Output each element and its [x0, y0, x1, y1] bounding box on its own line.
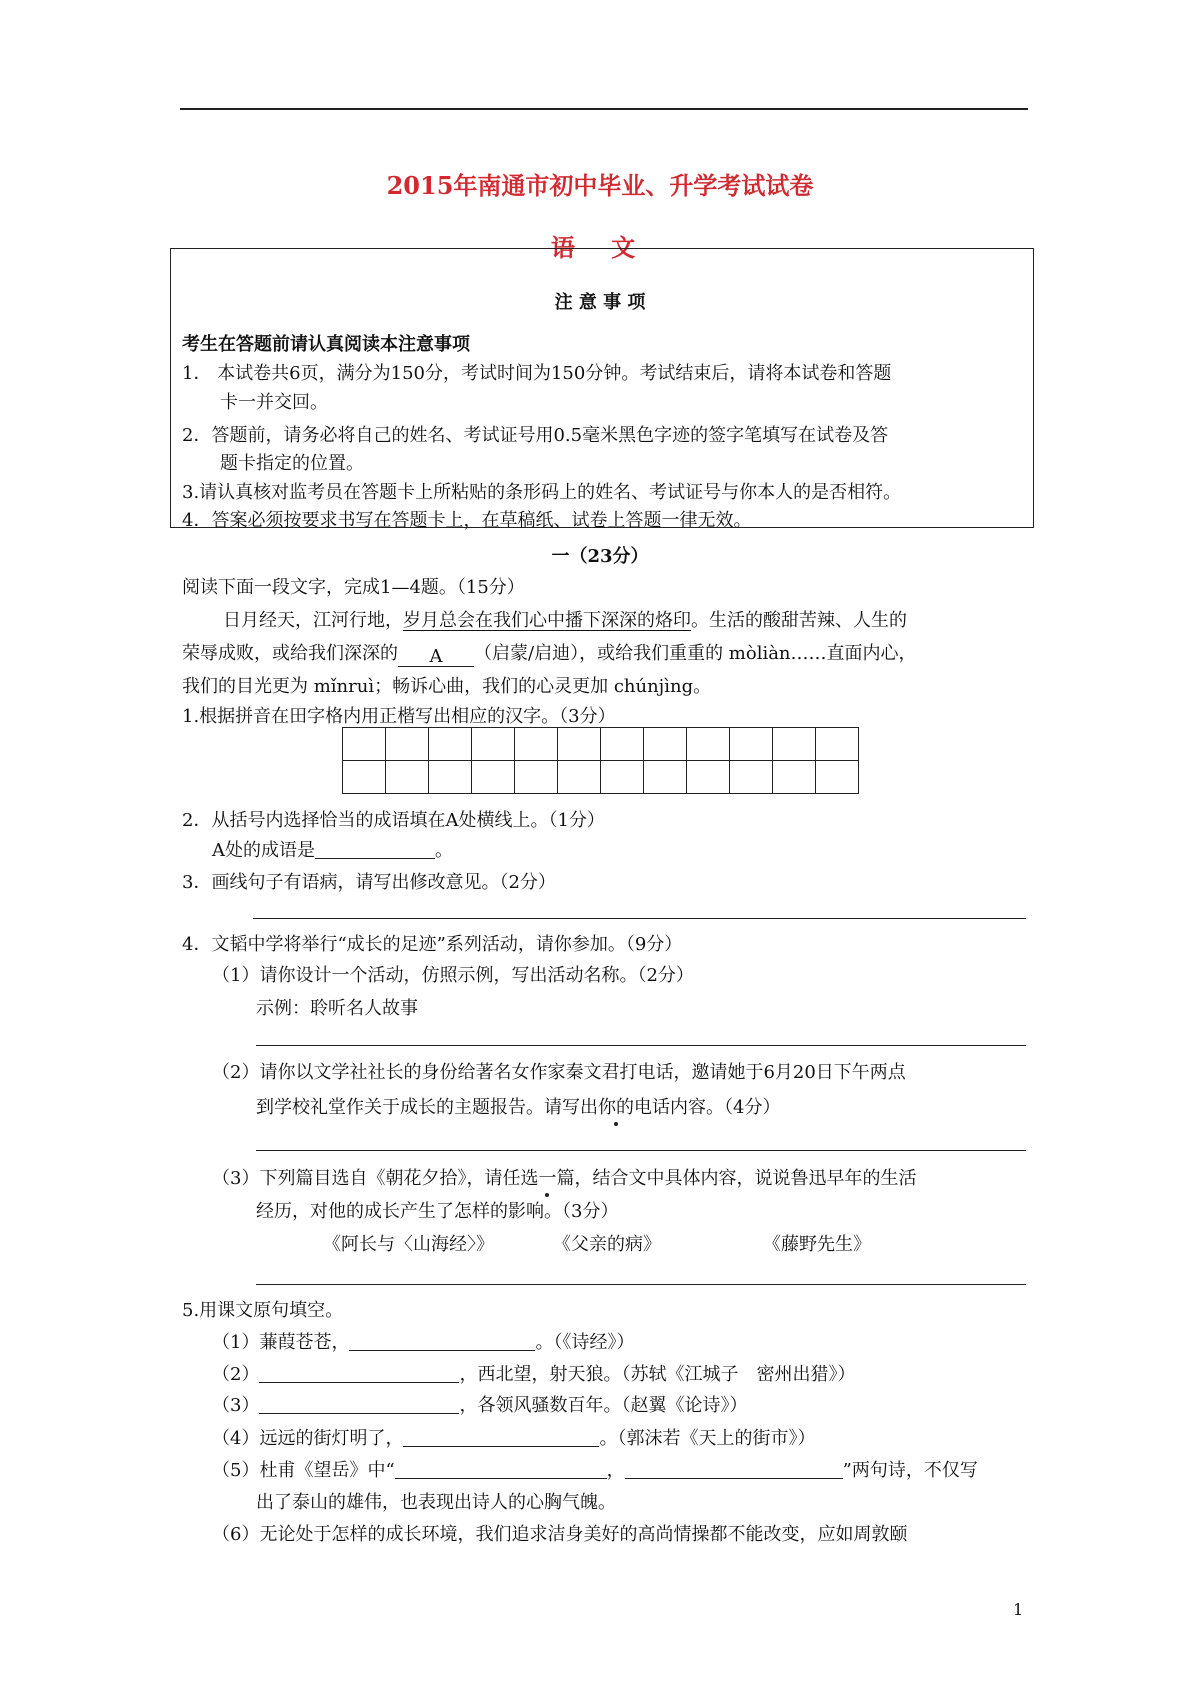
fill-blank[interactable]	[259, 1393, 459, 1414]
question-4-1: （1）请你设计一个活动，仿照示例，写出活动名称。（2分）	[212, 965, 694, 986]
fill-text: ，西北望，射天狼。（苏轼《江城子 密州出猎》）	[459, 1364, 856, 1385]
grid-cell[interactable]	[773, 761, 816, 794]
fill-blank[interactable]	[395, 1458, 607, 1479]
chapter-title-3: 《藤野先生》	[763, 1234, 871, 1255]
passage-text: 日月经天，江河行地，	[223, 610, 403, 631]
q4-3-text: 篇，结合文中具体内容，说说鲁迅早年的生活	[556, 1168, 917, 1189]
grid-cell[interactable]	[429, 761, 472, 794]
fill-item-5-line-2: 出了泰山的雄伟，也表现出诗人的心胸气魄。	[256, 1492, 616, 1513]
grid-cell[interactable]	[343, 761, 386, 794]
fill-blank[interactable]	[625, 1458, 843, 1479]
chapter-title-2: 《父亲的病》	[553, 1234, 661, 1255]
grid-row	[343, 761, 859, 794]
fill-text: ”两句诗，不仅写	[842, 1460, 978, 1481]
passage-line-1	[223, 606, 907, 632]
grid-cell[interactable]	[816, 728, 859, 761]
q4-3-text: （3）下列篇目选自《朝花夕拾》，请任选	[212, 1168, 539, 1189]
fill-text: （4）远远的街灯明了，	[212, 1428, 404, 1449]
grid-cell[interactable]	[644, 761, 687, 794]
fill-item-3	[212, 1391, 747, 1417]
grid-cell[interactable]	[601, 728, 644, 761]
fill-blank[interactable]	[349, 1330, 535, 1351]
blank-a-label: A	[429, 646, 443, 667]
question-4-3-line-1	[212, 1164, 916, 1190]
grid-cell[interactable]	[687, 761, 730, 794]
question-3: 3．画线句子有语病，请写出修改意见。（2分）	[182, 872, 556, 893]
grid-cell[interactable]	[472, 728, 515, 761]
question-4-2-line-1: （2）请你以文学社社长的身份给著名女作家秦文君打电话，邀请她于6月20日下午两点	[212, 1062, 906, 1083]
q4-2-answer-line[interactable]	[256, 1150, 1026, 1151]
fill-item-5	[212, 1456, 978, 1482]
passage-line-3: 我们的目光更为 mǐnruì；畅诉心曲，我们的心灵更加 chúnjìng。	[182, 676, 712, 697]
q4-1-answer-line[interactable]	[256, 1045, 1026, 1046]
question-2-answer	[212, 836, 453, 862]
question-4: 4．文韬中学将举行“成长的足迹”系列活动，请你参加。（9分）	[182, 934, 683, 955]
grid-row	[343, 728, 859, 761]
answer-suffix: 。	[435, 840, 453, 861]
exam-title: 2015年南通市初中毕业、升学考试试卷	[386, 171, 814, 200]
passage-text: 荣辱成败，或给我们深深的	[182, 643, 398, 664]
blank-a[interactable]	[398, 646, 474, 667]
passage-text: 。生活的酸甜苦辣、人生的	[691, 610, 907, 631]
grid-cell[interactable]	[515, 761, 558, 794]
fill-text: （3）	[212, 1395, 260, 1416]
fill-text: （1）蒹葭苍苍，	[212, 1332, 350, 1353]
notice-item-2-line-1: 2．答题前，请务必将自己的姓名、考试证号用0.5毫米黑色字迹的签字笔填写在试卷及答	[182, 425, 889, 446]
idiom-answer-blank[interactable]	[315, 838, 435, 859]
chapter-title-1: 《阿长与〈山海经〉》	[323, 1234, 494, 1255]
q3-answer-line[interactable]	[253, 918, 1026, 919]
answer-prefix: A处的成语是	[212, 840, 315, 861]
question-4-1-example: 示例：聆听名人故事	[256, 998, 418, 1019]
grid-cell[interactable]	[601, 761, 644, 794]
fill-text: ，	[606, 1460, 625, 1481]
tianzige-grid[interactable]	[342, 727, 859, 794]
grid-cell[interactable]	[687, 728, 730, 761]
question-5: 5.用课文原句填空。	[182, 1300, 344, 1321]
question-1: 1.根据拼音在田字格内用正楷写出相应的汉字。（3分）	[182, 706, 616, 727]
reading-intro: 阅读下面一段文字，完成1—4题。（15分）	[182, 577, 525, 598]
grid-cell[interactable]	[816, 761, 859, 794]
grid-cell[interactable]	[386, 761, 429, 794]
notice-item-2-line-2: 题卡指定的位置。	[220, 453, 364, 474]
grid-cell[interactable]	[644, 728, 687, 761]
question-2: 2．从括号内选择恰当的成语填在A处横线上。（1分）	[182, 810, 605, 831]
fill-blank[interactable]	[259, 1362, 459, 1383]
emphasis-dots: 你的	[598, 1097, 634, 1118]
notice-item-4: 4．答案必须按要求书写在答题卡上，在草稿纸、试卷上答题一律无效。	[182, 510, 752, 531]
grid-cell[interactable]	[730, 761, 773, 794]
fill-text: ，各领风骚数百年。（赵翼《论诗》）	[459, 1395, 748, 1416]
emphasis-dot: 一	[538, 1168, 557, 1189]
grid-cell[interactable]	[730, 728, 773, 761]
grid-cell[interactable]	[558, 728, 601, 761]
q4-2-text: 到学校礼堂作关于成长的主题报告。请写出	[256, 1097, 598, 1118]
passage-text: （启蒙/启迪），或给我们重重的 mòliàn……直面内心，	[474, 643, 917, 664]
section-heading: 一（23分）	[551, 546, 649, 567]
fill-text: （5）杜甫《望岳》中“	[212, 1460, 395, 1481]
question-4-2-line-2	[256, 1093, 780, 1119]
notice-heading: 注 意 事 项	[554, 292, 646, 313]
question-4-3-line-2: 经历，对他的成长产生了怎样的影响。（3分）	[256, 1201, 619, 1222]
fill-item-4	[212, 1424, 815, 1450]
fill-item-6: （6）无论处于怎样的成长环境，我们追求洁身美好的高尚情操都不能改变，应如周敦颐	[212, 1524, 908, 1545]
passage-line-2	[182, 639, 917, 667]
q4-3-answer-line[interactable]	[256, 1284, 1026, 1285]
notice-item-3: 3.请认真核对监考员在答题卡上所粘贴的条形码上的姓名、考试证号与你本人的是否相符。	[182, 482, 902, 503]
grid-cell[interactable]	[558, 761, 601, 794]
fill-text: 。（郭沫若《天上的街市》）	[599, 1428, 816, 1449]
fill-item-2	[212, 1360, 855, 1386]
underlined-sentence: 岁月总会在我们心中播下深深的烙印	[403, 610, 691, 631]
grid-cell[interactable]	[429, 728, 472, 761]
subject-title: 语 文	[550, 233, 650, 262]
fill-text: 。（《诗经》）	[535, 1332, 635, 1353]
notice-item-1-line-2: 卡一并交回。	[220, 392, 328, 413]
notice-item-1-line-1: 1． 本试卷共6页，满分为150分，考试时间为150分钟。考试结束后，请将本试卷和答题	[182, 363, 892, 384]
fill-blank[interactable]	[403, 1426, 599, 1447]
grid-cell[interactable]	[343, 728, 386, 761]
header-rule	[180, 108, 1028, 110]
fill-text: （2）	[212, 1364, 260, 1385]
grid-cell[interactable]	[472, 761, 515, 794]
grid-cell[interactable]	[386, 728, 429, 761]
q4-2-text: 电话内容。（4分）	[634, 1097, 781, 1118]
fill-item-1	[212, 1328, 634, 1354]
grid-cell[interactable]	[515, 728, 558, 761]
notice-subheading: 考生在答题前请认真阅读本注意事项	[182, 334, 470, 355]
grid-cell[interactable]	[773, 728, 816, 761]
page-number: 1	[1013, 1600, 1024, 1619]
